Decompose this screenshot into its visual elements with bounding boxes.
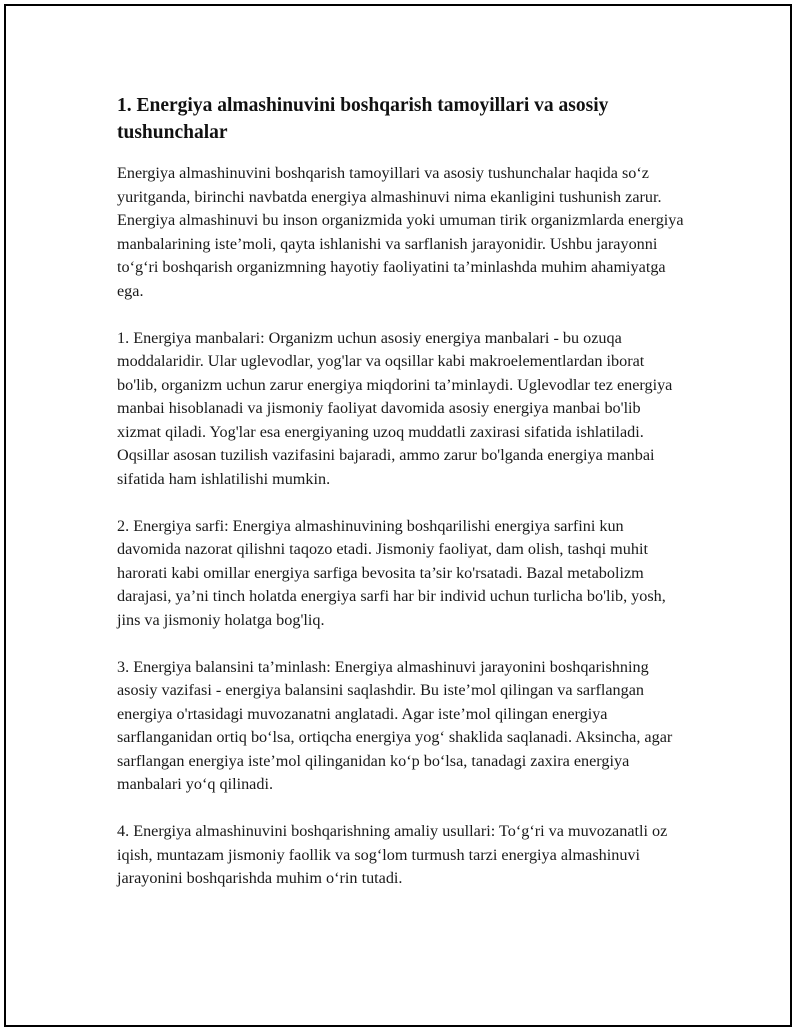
- intro-paragraph: Energiya almashinuvini boshqarish tamoyillari va asosiy tushunchalar haqida so‘z yuritganda, birinchi navbatda energiya almashinuvi nima ekanligini tushunish zarur. Energiya almashinuvi bu inson organizmida yoki umuman tirik organizmlarda energiya manbalarining iste’moli, qayta ishlanishi va sarflanish jarayonidir. Ushbu jarayonni to‘g‘ri boshqarish organizmning hayotiy faoliyatini ta’minlashda muhim ahamiyatga ega.: [117, 164, 684, 300]
- paragraph-energy-balance: 3. Energiya balansini ta’minlash: Energiya almashinuvi jarayonini boshqarishning asosiy vazifasi - energiya balansini saqlashdir. Bu iste’mol qilingan va sarflangan energiya o'rtasidagi muvozanatni anglatadi. Agar iste’mol qilingan energiya sarflanganidan ortiq bo‘lsa, ortiqcha energiya yog‘ shaklida saqlanadi. Aksincha, agar sarflangan energiya iste’mol qilinganidan ko‘p bo‘lsa, tanadagi zaxira energiya manbalari yo‘q qilinadi.: [117, 657, 673, 793]
- paragraph-energy-expenditure: 2. Energiya sarfi: Energiya almashinuvining boshqarilishi energiya sarfini kun davomida nazorat qilishni taqozo etadi. Jismoniy faoliyat, dam olish, tashqi muhit harorati kabi omillar energiya sarfiga bevosita ta’sir ko'rsatadi. Bazal metabolizm darajasi, ya’ni tinch holatda energiya sarfi har bir individ uchun turlicha bo'lib, yosh, jins va jismoniy holatga bog'liq.: [117, 516, 666, 629]
- paragraph-energy-sources: 1. Energiya manbalari: Organizm uchun asosiy energiya manbalari - bu ozuqa moddalaridir. Ular uglevodlar, yog'lar va oqsillar kabi makroelementlardan iborat bo'lib, organizm uchun zarur energiya miqdorini ta’minlaydi. Uglevodlar tez energiya manbai hisoblanadi va jismoniy faoliyat davomida asosiy energiya manbai bo'lib xizmat qiladi. Yog'lar esa energiyaning uzoq muddatli zaxirasi sifatida ishlatiladi. Oqsillar asosan tuzilish vazifasini bajaradi, ammo zarur bo'lganda energiya manbai sifatida ham ishlatilishi mumkin.: [117, 328, 673, 488]
- document-title: 1. Energiya almashinuvini boshqarish tamoyillari va asosiy tushunchalar: [117, 95, 609, 143]
- paragraph-practical-methods: 4. Energiya almashinuvini boshqarishning amaliy usullari: To‘g‘ri va muvozanatli oz iqish, muntazam jismoniy faollik va sog‘lom turmush tarzi energiya almashinuvi jarayonini boshqarishda muhim o‘rin tutadi.: [117, 822, 668, 887]
- document-body: [117, 92, 687, 914]
